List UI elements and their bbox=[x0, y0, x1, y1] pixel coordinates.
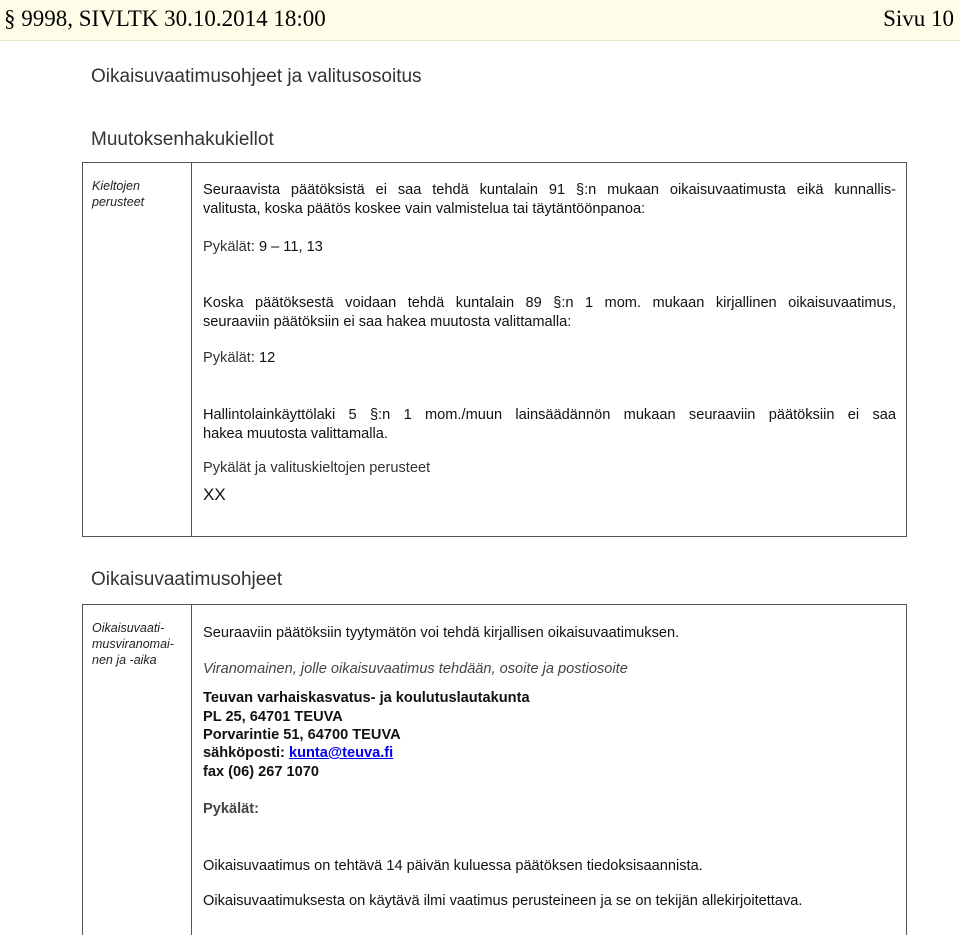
requirements-paragraph: Oikaisuvaatimuksesta on käytävä ilmi vaatimus perusteineen ja se on tekijän allekirjoitettava. bbox=[203, 893, 803, 909]
page-title: Oikaisuvaatimusohjeet ja valitusosoitus bbox=[91, 66, 422, 87]
restrictions-paragraph-line: hakea muutosta valittamalla. bbox=[203, 426, 388, 442]
page-number: Sivu 10 bbox=[883, 6, 954, 31]
document-header bbox=[0, 0, 960, 41]
column-divider bbox=[191, 163, 192, 536]
fax-line: fax (06) 267 1070 bbox=[203, 764, 320, 780]
pykalat-label: Pykälät bbox=[203, 350, 251, 366]
instructions-side-label bbox=[92, 620, 174, 668]
side-label-line: Kieltojen bbox=[92, 179, 140, 193]
side-label-line: Oikaisuvaati- bbox=[92, 621, 165, 635]
pykalat-value: : 9 – 11, 13 bbox=[250, 239, 323, 255]
deadline-paragraph: Oikaisuvaatimus on tehtävä 14 päivän kuluessa päätöksen tiedoksisaannista. bbox=[203, 858, 703, 874]
pykalat-2 bbox=[203, 349, 275, 367]
side-label-line: perusteet bbox=[92, 195, 145, 209]
pykalat-value: : 12 bbox=[250, 350, 276, 366]
postal-address: PL 25, 64701 TEUVA bbox=[203, 709, 343, 725]
pykalat-1 bbox=[203, 238, 323, 256]
instructions-box bbox=[82, 604, 907, 935]
email-label: sähköposti: bbox=[203, 745, 289, 761]
authority-heading: Viranomainen, jolle oikaisuvaatimus tehdään, osoite ja postiosoite bbox=[203, 661, 628, 677]
pykalat-heading: Pykälät: bbox=[203, 801, 259, 817]
restrictions-paragraph-line: valitusta, koska päätös koskee vain valmistelua tai täytäntöönpanoa: bbox=[203, 201, 646, 217]
restrictions-paragraph-line: Hallintolainkäyttölaki 5 §:n 1 mom./muun lainsäädännön mukaan seuraaviin päätöksiin ei saa bbox=[203, 407, 896, 423]
restrictions-paragraph-line: Koska päätöksestä voidaan tehdä kuntalain 89 §:n 1 mom. mukaan kirjallinen oikaisuvaatimus, bbox=[203, 295, 896, 311]
email-link[interactable]: kunta@teuva.fi bbox=[288, 745, 394, 761]
section-heading-restrictions: Muutoksenhakukiellot bbox=[91, 129, 274, 150]
restrictions-side-label bbox=[92, 178, 144, 210]
section-heading-instructions: Oikaisuvaatimusohjeet bbox=[91, 569, 283, 590]
side-label-line: musviranomai- bbox=[92, 637, 174, 651]
instructions-paragraph: Seuraaviin päätöksiin tyytymätön voi tehdä kirjallisen oikaisuvaatimuksen. bbox=[203, 625, 680, 641]
placeholder-xx: XX bbox=[203, 485, 226, 504]
header-section-info: § 9998, SIVLTK 30.10.2014 18:00 bbox=[4, 6, 326, 31]
side-label-line: nen ja -aika bbox=[92, 653, 157, 667]
street-address: Porvarintie 51, 64700 TEUVA bbox=[203, 727, 401, 743]
pykalat-3: Pykälät ja valituskieltojen perusteet bbox=[203, 460, 431, 476]
restrictions-paragraph-line: Seuraavista päätöksistä ei saa tehdä kuntalain 91 §:n mukaan oikaisuvaatimusta eikä kunnallis- bbox=[203, 182, 896, 198]
column-divider bbox=[191, 605, 192, 935]
restrictions-box bbox=[82, 162, 907, 537]
restrictions-paragraph-line: seuraaviin päätöksiin ei saa hakea muutosta valittamalla: bbox=[203, 314, 572, 330]
authority-name: Teuvan varhaiskasvatus- ja koulutuslautakunta bbox=[203, 690, 530, 706]
email-line bbox=[203, 744, 393, 762]
pykalat-label: Pykälät bbox=[203, 239, 251, 255]
